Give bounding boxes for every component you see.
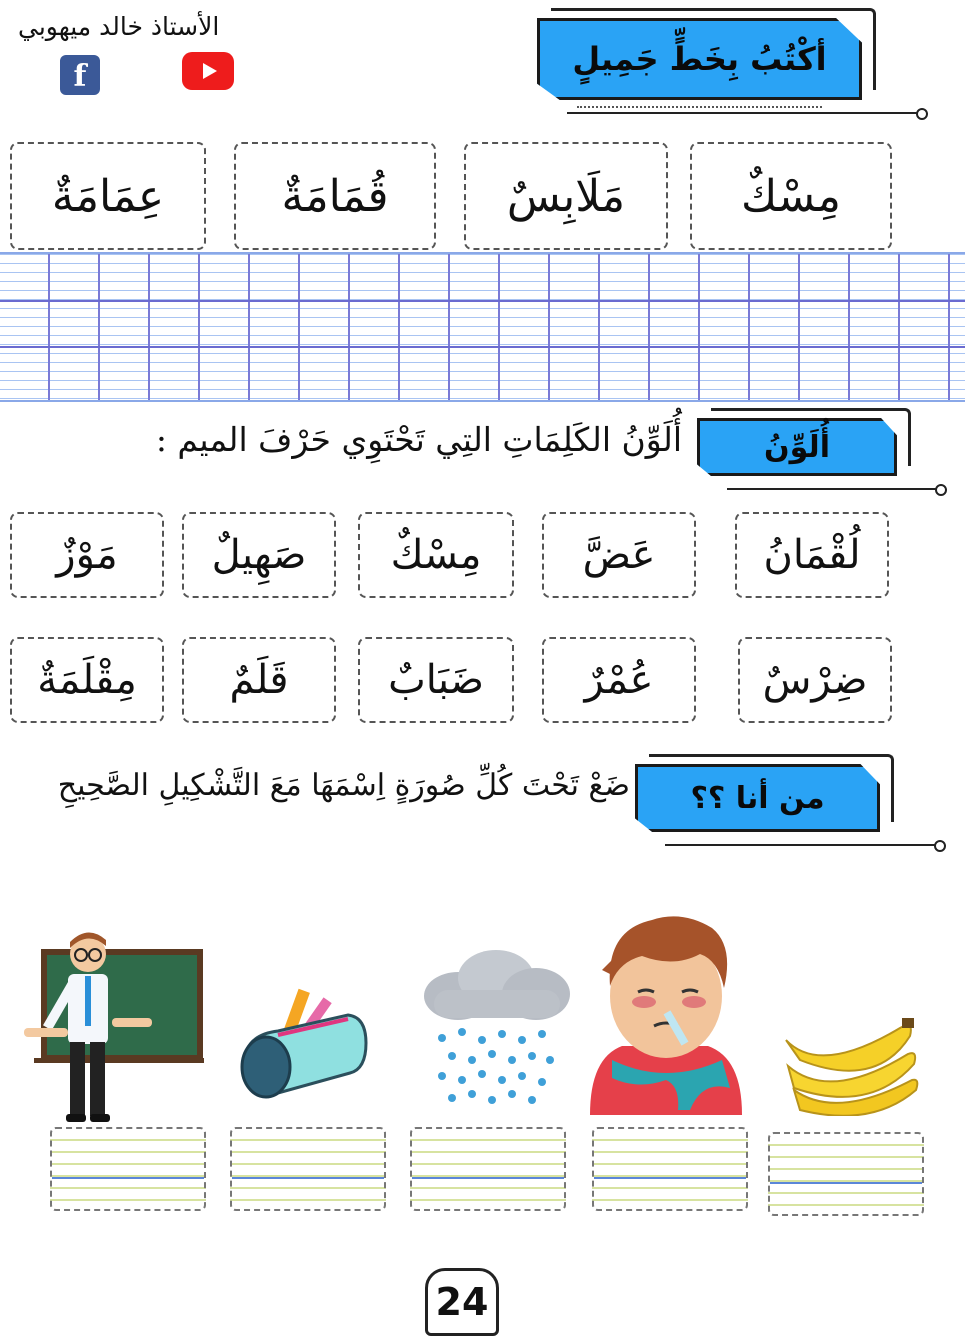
rain-cloud-picture xyxy=(418,948,574,1110)
facebook-icon[interactable]: f xyxy=(60,55,100,95)
banner-who-am-i xyxy=(635,764,880,832)
color-word-r2-1[interactable]: ضِرْسٌ xyxy=(738,637,892,723)
pencil-case-picture xyxy=(238,985,370,1115)
section2-instruction: أُلَوِّنُ الكَلِمَاتِ التِي تَحْتَوِي حَرْفَ الميم : xyxy=(155,420,682,459)
color-word-r1-1[interactable]: لُقْمَانُ xyxy=(735,512,889,598)
page-number: 24 xyxy=(425,1268,499,1336)
color-word-r1-4[interactable]: صَهِيلٌ xyxy=(182,512,336,598)
section3-instruction: ضَعْ تَحْتَ كُلِّ صُورَةٍ اِسْمَهَا مَعَ التَّشْكِيلِ الصَّحِيحِ xyxy=(57,768,630,803)
color-word-r2-2[interactable]: عُمْرٌ xyxy=(542,637,696,723)
answer-line-2[interactable] xyxy=(230,1127,386,1211)
answer-line-3[interactable] xyxy=(410,1127,566,1211)
write-word-4: عِمَامَةٌ xyxy=(10,142,206,250)
color-word-r1-3[interactable]: مِسْكٌ xyxy=(358,512,514,598)
banana-picture xyxy=(780,1010,920,1116)
write-word-2: مَلَابِسٌ xyxy=(464,142,668,250)
color-word-r2-5[interactable]: مِقْلَمَةٌ xyxy=(10,637,164,723)
section1-title: أكْتُبُ بِخَطٍّ جَمِيلٍ xyxy=(572,40,827,78)
youtube-icon[interactable] xyxy=(182,52,234,90)
write-word-1: مِسْكٌ xyxy=(690,142,892,250)
sick-boy-picture xyxy=(582,910,748,1115)
section3-title: من أنا ؟؟ xyxy=(690,780,825,816)
banner-color xyxy=(697,418,897,476)
section2-title: أُلَوِّنُ xyxy=(764,429,830,465)
color-word-r1-5[interactable]: مَوْزٌ xyxy=(10,512,164,598)
color-word-r2-4[interactable]: قَلَمٌ xyxy=(182,637,336,723)
teacher-picture xyxy=(22,928,204,1128)
write-word-3: قُمَامَةٌ xyxy=(234,142,436,250)
answer-line-5[interactable] xyxy=(768,1132,924,1216)
handwriting-lines[interactable] xyxy=(0,252,965,402)
answer-line-4[interactable] xyxy=(592,1127,748,1211)
color-word-r2-3[interactable]: ضَبَابٌ xyxy=(358,637,514,723)
color-word-r1-2[interactable]: عَضَّ xyxy=(542,512,696,598)
answer-line-1[interactable] xyxy=(50,1127,206,1211)
banner-write-nicely xyxy=(537,18,862,100)
author-name: الأستاذ خالد ميهوبي xyxy=(18,12,220,41)
